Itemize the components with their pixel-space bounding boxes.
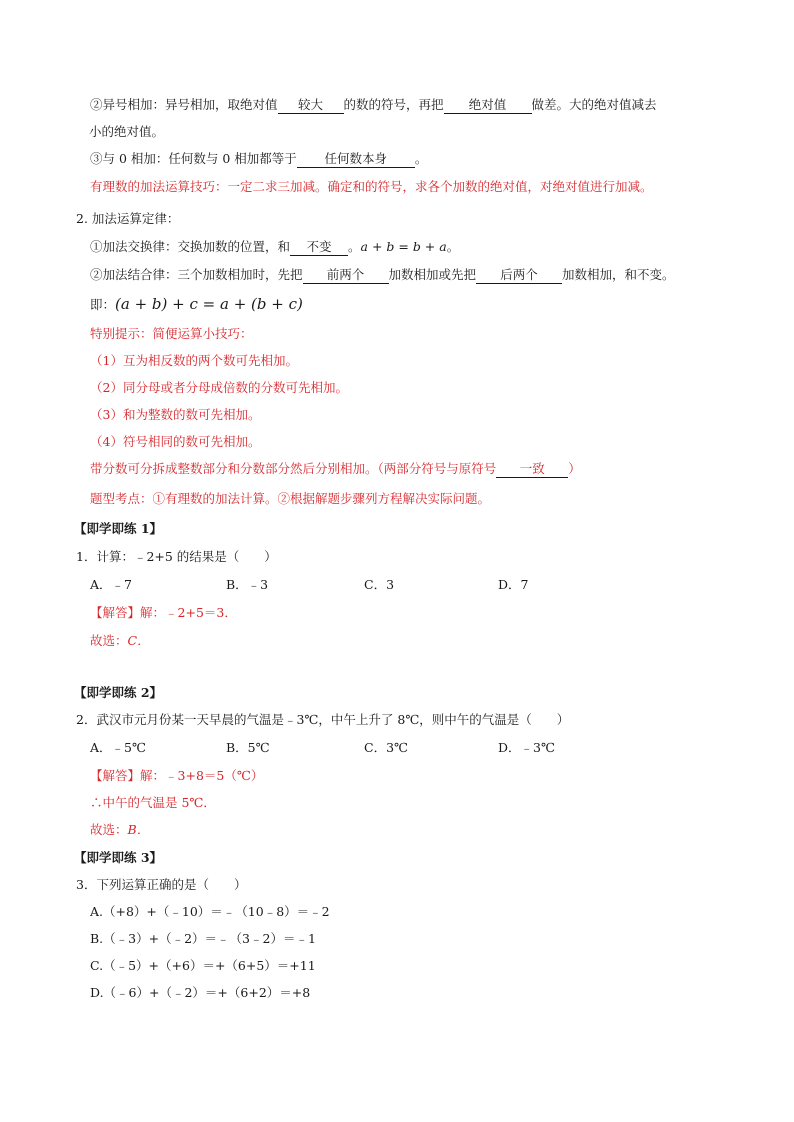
option-c: C.（﹣5）+（+6）＝+（6+5）＝+11: [90, 958, 316, 973]
commutative-formula: a + b = b + a: [360, 239, 447, 254]
rule-text: ①加法交换律：交换加数的位置，和: [90, 239, 291, 254]
rule-text: 做差。大的绝对值减去: [531, 97, 657, 112]
exam-points: 题型考点：①有理数的加法计算。②根据解题步骤列方程解决实际问题。: [90, 491, 491, 506]
rule-text: 。: [446, 239, 460, 254]
tip-item: （2）同分母或者分母成倍数的分数可先相加。: [90, 380, 348, 395]
answer-blank: 不变: [290, 239, 348, 256]
answer-line: [90, 604, 237, 622]
answer-blank: 一致: [496, 461, 568, 478]
tip-item: （1）互为相反数的两个数可先相加。: [90, 353, 298, 368]
exercise-title: 【即学即练 1】: [74, 521, 163, 536]
rule-continuation: 小的绝对值。: [89, 124, 165, 139]
option-c: C．3℃: [364, 740, 409, 755]
tip-text: 带分数可分拆成整数部分和分数部分然后分别相加。（两部分符号与原符号: [90, 461, 497, 476]
answer-blank: 绝对值: [444, 97, 532, 114]
rule-add-zero: [90, 150, 427, 168]
choose-answer: B．: [127, 822, 150, 837]
option-d: D.（﹣6）+（﹣2）＝+（6+2）＝+8: [90, 985, 311, 1000]
rule-text: 的数的符号，再把: [343, 97, 444, 112]
option-b: B．﹣3: [226, 577, 269, 592]
answer-blank: 任何数本身: [297, 151, 415, 168]
rule-text: ②异号相加：异号相加，取绝对值: [90, 97, 278, 112]
option-b: B．5℃: [226, 740, 270, 755]
section-heading: 2. 加法运算定律：: [76, 211, 180, 226]
answer-text: 解：﹣3+8＝5（℃）: [140, 768, 264, 783]
answer-tag: 【解答】: [90, 605, 141, 620]
answer-blank: 较大: [278, 97, 344, 114]
exercise-question: 3．下列运算正确的是（ ）: [76, 877, 247, 892]
rule-text: 加数相加或先把: [388, 267, 477, 282]
option-c: C．3: [364, 577, 395, 592]
answer-blank: 前两个: [303, 267, 389, 284]
mixed-number-tip: [90, 460, 581, 478]
answer-text: 解：﹣2+5＝3．: [140, 605, 237, 620]
option-a: A．﹣5℃: [90, 740, 146, 755]
option-a: A.（+8）+（﹣10）＝﹣（10﹣8）＝﹣2: [90, 904, 330, 919]
exercise-title: 【即学即练 2】: [74, 685, 163, 700]
special-tip-title: 特别提示：简便运算小技巧：: [90, 326, 253, 341]
associative-law: [90, 266, 675, 284]
rule-text: 加数相加，和不变。: [562, 267, 675, 282]
choose-answer: C．: [127, 633, 150, 648]
choose-line: [90, 632, 150, 650]
answer-line: [90, 767, 263, 785]
conclusion-line: ∴中午的气温是 5℃．: [90, 795, 216, 810]
addition-tip: 有理数的加法运算技巧：一定二求三加减。确定和的符号，求各个加数的绝对值，对绝对值进行加减。: [90, 179, 653, 194]
exercise-question: 2．武汉市元月份某一天早晨的气温是﹣3℃，中午上升了 8℃，则中午的气温是（ ）: [76, 712, 570, 727]
formula-prefix: 即：: [90, 297, 116, 312]
rule-text: 。: [348, 239, 361, 254]
option-b: B.（﹣3）+（﹣2）＝﹣（3﹣2）＝﹣1: [90, 931, 316, 946]
rule-text: ②加法结合律：三个加数相加时，先把: [90, 267, 303, 282]
commutative-law: [90, 238, 459, 256]
exercise-title: 【即学即练 3】: [74, 850, 163, 865]
choose-prefix: 故选：: [90, 633, 128, 648]
associative-formula-line: [90, 294, 303, 315]
tip-text: ）: [568, 461, 581, 476]
option-d: D．7: [498, 577, 529, 592]
answer-blank: 后两个: [476, 267, 562, 284]
choose-prefix: 故选：: [90, 822, 128, 837]
tip-item: （3）和为整数的数可先相加。: [90, 407, 261, 422]
rule-text: ③与 0 相加：任何数与 0 相加都等于: [90, 151, 297, 166]
answer-tag: 【解答】: [90, 768, 141, 783]
tip-item: （4）符号相同的数可先相加。: [90, 434, 261, 449]
choose-line: [90, 821, 149, 839]
rule-text: 。: [414, 151, 428, 166]
rule-opposite-signs: [90, 96, 657, 114]
option-d: D．﹣3℃: [498, 740, 555, 755]
exercise-question: 1．计算：﹣2+5 的结果是（ ）: [76, 549, 277, 564]
option-a: A．﹣7: [90, 577, 132, 592]
associative-formula: (a + b) + c = a + (b + c): [115, 295, 303, 313]
